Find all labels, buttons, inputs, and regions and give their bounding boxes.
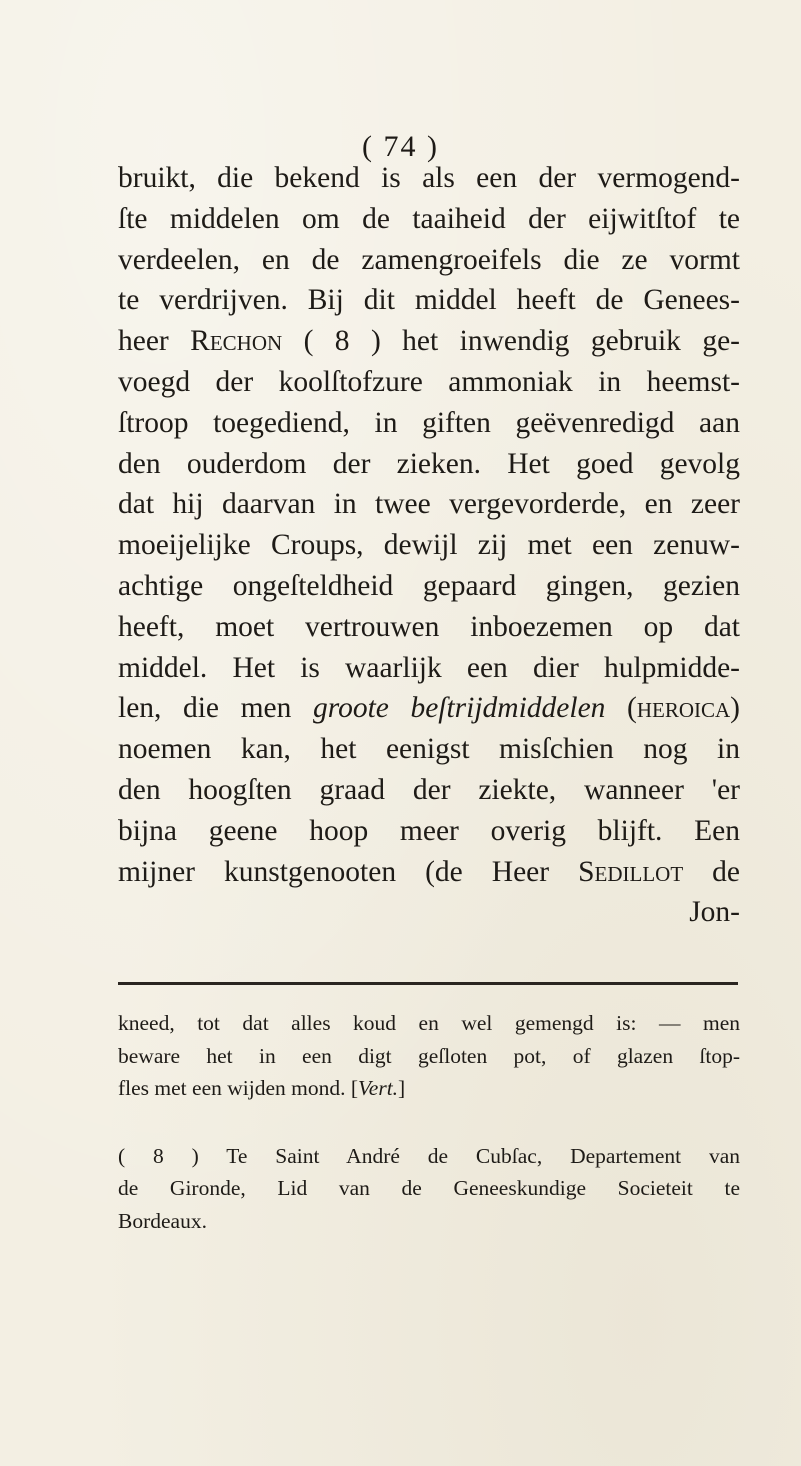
text-line: ſtroop toegediend, in giften geëvenredigd aan [118, 406, 740, 439]
text-line: te verdrijven. Bij dit middel heeft de Genees- [118, 284, 740, 317]
catchword: Jon- [689, 896, 740, 929]
footnote-line: kneed, tot dat alles koud en wel gemengd is: — men [118, 1011, 740, 1035]
main-text [118, 158, 740, 933]
text-line: moeijelijke Croups, dewijl zij met een zenuw- [118, 529, 740, 562]
text-line: heer Rechon ( 8 ) het inwendig gebruik ge- [118, 325, 740, 358]
text-line: heeft, moet vertrouwen inboezemen op dat [118, 610, 740, 643]
footnote-line: fles met een wijden mond. [Vert.] [118, 1076, 406, 1100]
footnote-line: de Gironde, Lid van de Geneeskundige Societeit te [118, 1176, 740, 1200]
text-line: den hoogſten graad der ziekte, wanneer 'er [118, 773, 740, 806]
heroica-term: heroica [636, 692, 731, 725]
text-line: verdeelen, en de zamengroeifels die ze vormt [118, 243, 740, 276]
author-name-sedillot: Sedillot [578, 855, 684, 888]
text-line: bijna geene hoop meer overig blijft. Een [118, 814, 740, 847]
page-number-header: ( 74 ) [362, 130, 439, 163]
vert-abbrev: Vert. [358, 1076, 399, 1100]
text-line: bruikt, die bekend is als een der vermogend- [118, 162, 740, 194]
text-line: ſte middelen om de taaiheid der eijwitſtof te [118, 202, 740, 235]
author-name-rechon: Rechon [190, 325, 283, 358]
text-line: len, die men groote beſtrijdmiddelen (heroica) [118, 692, 740, 725]
footnote-divider [118, 982, 738, 985]
text-line: dat hij daarvan in twee vergevorderde, en zeer [118, 488, 740, 521]
footnote-line: ( 8 ) Te Saint André de Cubſac, Departement van [118, 1143, 740, 1168]
text-line: voegd der koolſtofzure ammoniak in heemst- [118, 365, 740, 398]
italic-term: groote beſtrijdmiddelen [312, 692, 606, 725]
footnote-line: Bordeaux. [118, 1208, 207, 1233]
text-line: mijner kunstgenooten (de Heer Sedillot de [118, 855, 741, 888]
footnotes [118, 1007, 740, 1237]
text-line: achtige ongeſteldheid gepaard gingen, gezien [118, 569, 740, 602]
text-line: noemen kan, het eenigst misſchien nog in [118, 733, 740, 766]
text-line: middel. Het is waarlijk een dier hulpmidde- [118, 651, 740, 684]
text-line: den ouderdom der zieken. Het goed gevolg [118, 447, 740, 480]
footnote-line: beware het in een digt geſloten pot, of glazen ſtop- [118, 1043, 740, 1068]
